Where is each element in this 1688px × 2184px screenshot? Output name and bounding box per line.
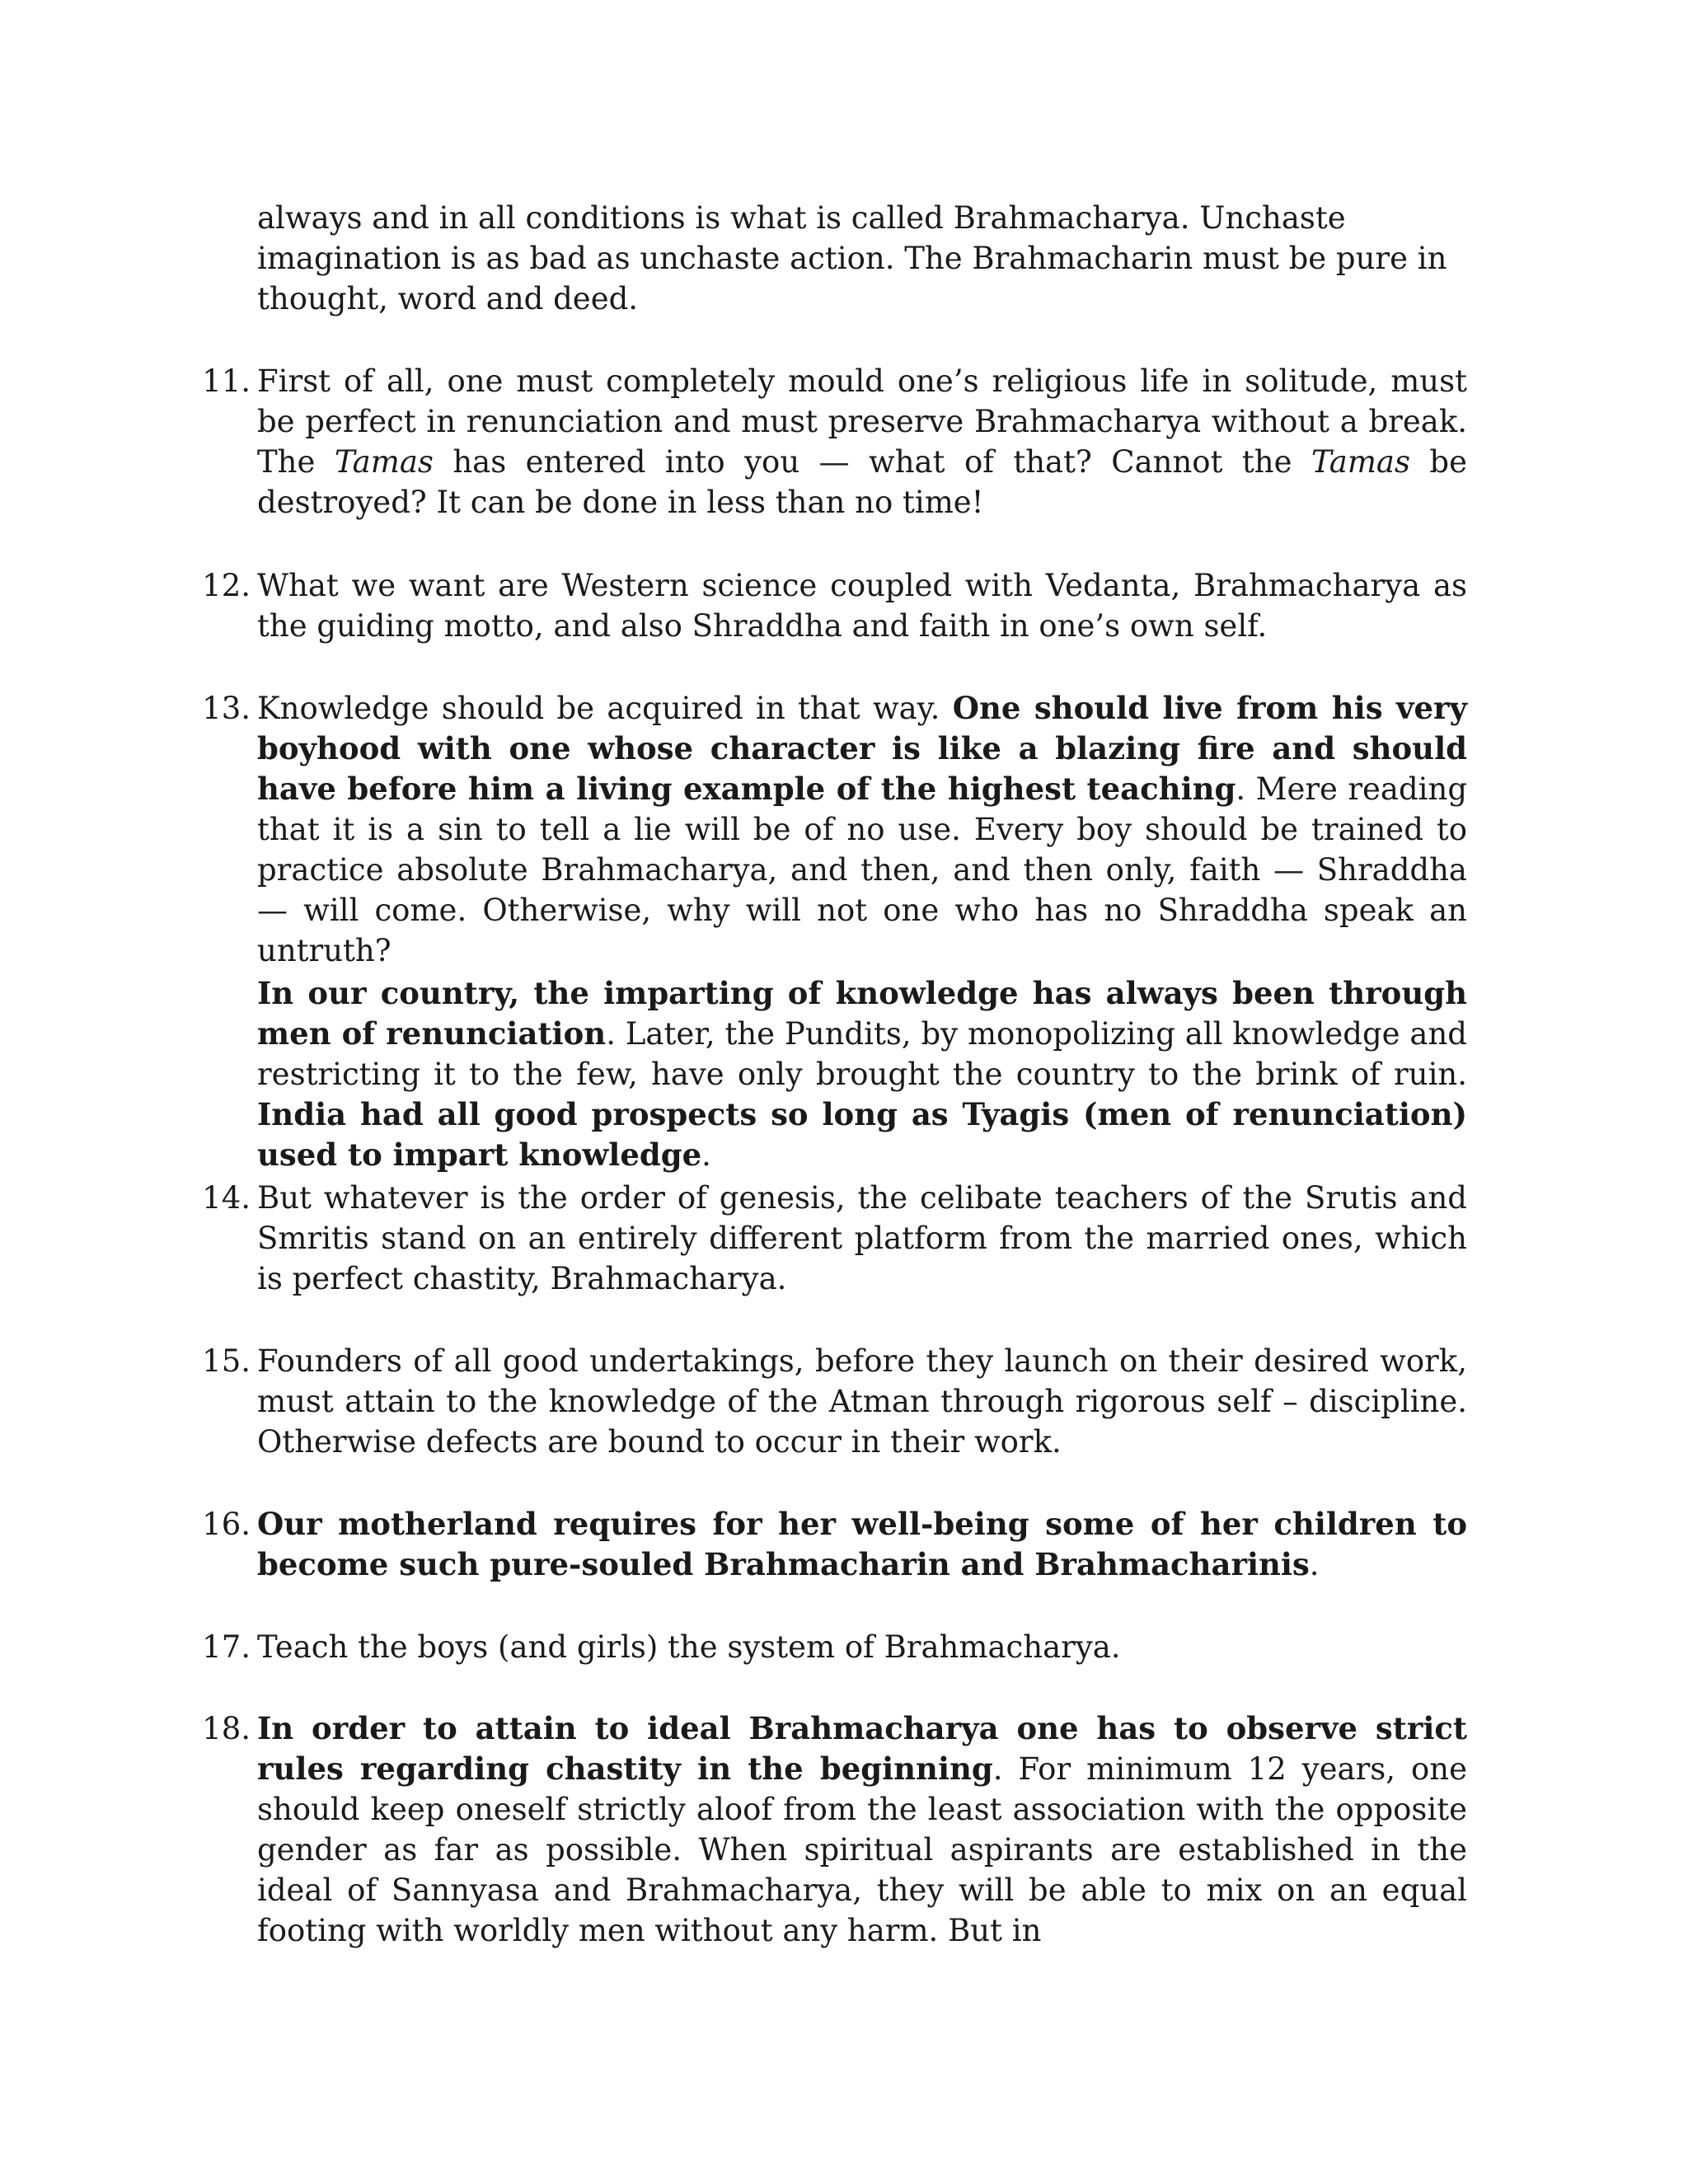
item-number: 13. bbox=[202, 691, 251, 726]
item-text: But whatever is the order of genesis, the celibate teachers of the Srutis and Smritis stand on an entirely different platform from the married ones, which is perfect chastity, Brahmacharya. bbox=[257, 1180, 1467, 1296]
item-number: 18. bbox=[202, 1711, 251, 1746]
list-item-14 bbox=[202, 1178, 1467, 1299]
item-number: 15. bbox=[202, 1343, 251, 1379]
list-item-16 bbox=[202, 1504, 1467, 1585]
item-text: Knowledge should be acquired in that way. One should live from his very boyhood with one whose character is like a blazing fire and should have before him a living example of the highest teaching. Mere reading that it is a sin to tell a lie will be of no use. Every boy should be trained to practice absolute Brahmacharya, and then, and then only, faith — Shraddha — will come. Otherwise, why will not one who has no Shraddha speak an untruth? bbox=[257, 690, 1467, 968]
item-number: 17. bbox=[202, 1629, 251, 1665]
item-text: In order to attain to ideal Brahmacharya one has to observe strict rules regarding chastity in the beginning. For minimum 12 years, one should keep oneself strictly aloof from the least association with the opposite gender as far as possible. When spiritual aspirants are established in the ideal of Sannyasa and Brahmacharya, they will be able to mix on an equal footing with worldly men without any harm. But in bbox=[257, 1710, 1467, 1948]
item-text: Our motherland requires for her well-being some of her children to become such pure-souled Brahmacharin and Brahmacharinis. bbox=[257, 1506, 1467, 1582]
list-item-17 bbox=[202, 1627, 1467, 1667]
item-text: Teach the boys (and girls) the system of Brahmacharya. bbox=[257, 1629, 1121, 1665]
item-text: First of all, one must completely mould one’s religious life in solitude, must be perfect in renunciation and must preserve Brahmacharya without a break. The Tamas has entered into you — what of that? Cannot the Tamas be destroyed? It can be done in less than no time! bbox=[257, 363, 1468, 520]
list-item-13 bbox=[202, 688, 1467, 971]
item-number: 12. bbox=[202, 568, 251, 603]
item-number: 14. bbox=[202, 1180, 251, 1216]
list-item-11 bbox=[202, 361, 1468, 523]
intro-paragraph: always and in all conditions is what is called Brahmacharya. Unchaste imagination is as bad as unchaste action. The Brahmacharin must be pure in thought, word and deed. bbox=[257, 200, 1447, 316]
item-number: 11. bbox=[202, 363, 251, 399]
list-item-13-paragraph-2: In our country, the imparting of knowledge has always been through men of renunciation. Later, the Pundits, by monopolizing all knowledge and restricting it to the few, have only brought the country to the brink of ruin. India had all good prospects so long as Tyagis (men of renunciation) used to impart knowledge. bbox=[257, 975, 1467, 1173]
item-text: Founders of all good undertakings, before they launch on their desired work, must attain to the knowledge of the Atman through rigorous self – discipline. Otherwise defects are bound to occur in their work. bbox=[257, 1343, 1467, 1460]
list-item-18 bbox=[202, 1708, 1467, 1951]
item-text: What we want are Western science coupled with Vedanta, Brahmacharya as the guiding motto, and also Shraddha and faith in one’s own self. bbox=[257, 568, 1467, 644]
item-number: 16. bbox=[202, 1507, 251, 1542]
list-item-12 bbox=[202, 565, 1467, 646]
list-item-15 bbox=[202, 1341, 1467, 1462]
